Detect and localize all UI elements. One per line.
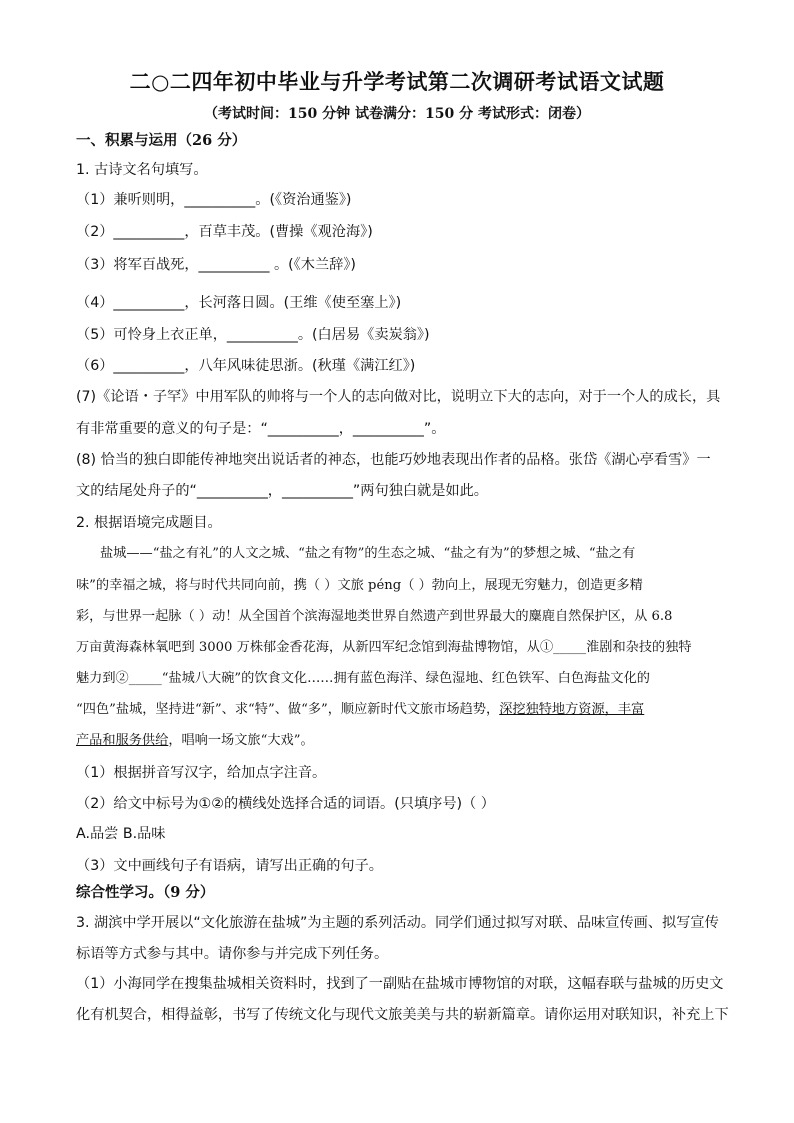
q1-item-7-line-2: 有非常重要的意义的句子是：“__________，__________”。 — [76, 421, 446, 437]
question-2-title: 2. 根据语境完成题目。 — [76, 515, 222, 531]
section-heading-accumulation: 一、积累与运用（26 分） — [76, 132, 247, 149]
q3-line-1: 3. 湖滨中学开展以“文化旅游在盐城”为主题的系列活动。同学们通过拟写对联、品味宣传画、拟写宣传 — [76, 915, 719, 931]
q1-item-1: （1）兼听则明，__________。(《资治通鉴》) — [76, 192, 352, 208]
q1-item-4: （4）__________，长河落日圆。(王维《使至塞上》) — [76, 295, 402, 311]
q1-item-2: （2）__________，百草丰茂。(曹操《观沧海》) — [76, 224, 373, 240]
question-1-title: 1. 古诗文名句填写。 — [76, 162, 208, 178]
exam-info: （考试时间：150 分钟 试卷满分：150 分 考试形式：闭卷） — [204, 106, 590, 122]
q2-options: A.品尝 B.品味 — [76, 826, 166, 842]
underlined-sentence-part-1: 深挖独特地方资源，丰富 — [499, 702, 645, 717]
q3-line-3: （1）小海同学在搜集盐城相关资料时，找到了一副贴在盐城市博物馆的对联，这幅春联与盐城的历史文 — [76, 976, 724, 992]
q2-sub-1: （1）根据拼音写汉字，给加点字注音。 — [76, 765, 327, 781]
passage-line-6-text: “四色”盐城，坚持进“新”、求“特”、做“多”，顺应新时代文旅市场趋势， — [76, 702, 500, 717]
q1-item-8-line-1: (8) 恰当的独白即能传神地突出说话者的神态，也能巧妙地表现出作者的品格。张岱《湖心亭看雪》一 — [76, 452, 711, 468]
passage-line-5: 魅力到②_____“盐城八大碗”的饮食文化……拥有蓝色海洋、绿色湿地、红色铁军、白色海盐文化的 — [76, 671, 650, 686]
passage-line-3: 彩，与世界一起脉（ ）动！从全国首个滨海湿地类世界自然遗产到世界最大的麋鹿自然保护区，从 6.8 — [76, 609, 673, 624]
q2-sub-2: （2）给文中标号为①②的横线处选择合适的词语。(只填序号)（ ） — [76, 796, 495, 812]
page-title: 二○二四年初中毕业与升学考试第二次调研考试语文试题 — [129, 69, 665, 94]
passage-line-2: 味”的幸福之城，将与时代共同向前，携（ ）文旅 péng（ ）勃向上，展现无穷魅力，创造更多精 — [76, 578, 643, 593]
underlined-sentence-part-2: 产品和服务供给 — [76, 733, 169, 748]
q3-line-4: 化有机契合，相得益彰，书写了传统文化与现代文旅美美与共的崭新篇章。请你运用对联知识，补充上下 — [76, 1007, 729, 1023]
passage-line-4: 万亩黄海森林氧吧到 3000 万株郁金香花海，从新四军纪念馆到海盐博物馆，从①_____淮剧和杂技的独特 — [76, 640, 692, 655]
passage-line-7-text: ，唱响一场文旅“大戏”。 — [168, 733, 314, 748]
passage-line-1: 盐城——“盐之有礼”的人文之城、“盐之有物”的生态之城、“盐之有为”的梦想之城、“盐之有 — [100, 546, 636, 561]
q1-item-6: （6）__________，八年风味徒思浙。(秋瑾《满江红》) — [76, 358, 416, 374]
q1-item-3: （3）将军百战死，__________ 。(《木兰辞》) — [76, 257, 356, 273]
q3-line-2: 标语等方式参与其中。请你参与并完成下列任务。 — [76, 946, 389, 962]
q1-item-5: （5）可怜身上衣正单，__________。(白居易《卖炭翁》) — [76, 327, 430, 343]
section-heading-integrated-study: 综合性学习。（9 分） — [76, 884, 215, 901]
q1-item-7-line-1: (7)《论语・子罕》中用军队的帅将与一个人的志向做对比，说明立下大的志向，对于一个人的成长，具 — [76, 389, 721, 405]
passage-line-6 — [76, 700, 726, 720]
passage-line-7 — [76, 731, 726, 751]
q1-item-8-line-2: 文的结尾处舟子的“__________，__________”两句独白就是如此。 — [76, 483, 488, 499]
q2-sub-3: （3）文中画线句子有语病，请写出正确的句子。 — [76, 858, 383, 874]
